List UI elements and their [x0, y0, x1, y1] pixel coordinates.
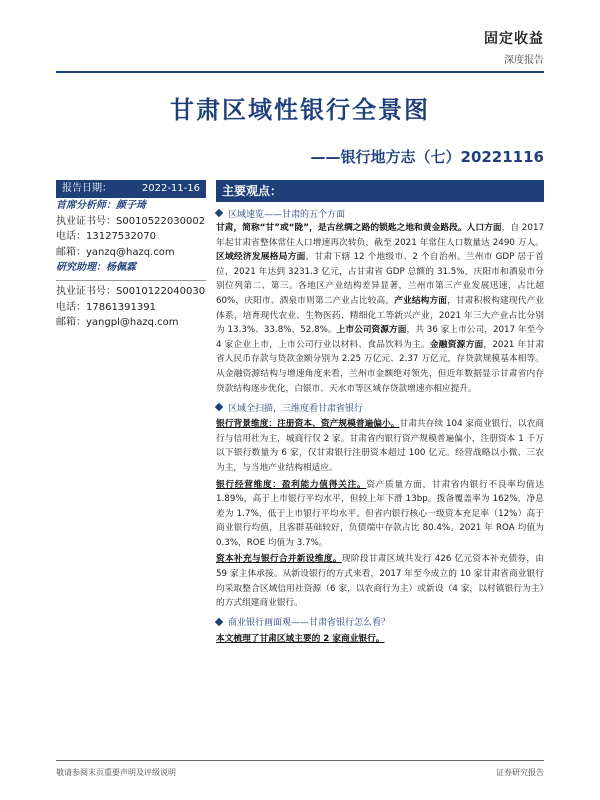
key-views-title: 主要观点：: [216, 180, 544, 202]
section-heading: [216, 399, 544, 415]
section-title: 商业银行画面观——甘肃省银行怎么看？: [228, 618, 391, 629]
analyst-phone: 13127532070: [86, 231, 156, 243]
report-date-bar: [56, 180, 206, 198]
text-bold: 甘肃，简称“甘”或“陇”，是古丝绸之路的锁匙之地和黄金路段。: [216, 223, 467, 233]
footer-disclaimer: 敬请参阅末页重要声明及评级说明: [56, 768, 176, 777]
assistant-phone: 17861391391: [86, 301, 156, 313]
assistant-license-line: [56, 284, 206, 300]
author-sidebar: [56, 180, 206, 331]
analyst-email-label: 邮箱：: [56, 246, 86, 258]
text-highlight: 资本补充与银行合并新设维度。: [216, 554, 342, 565]
report-title: 甘肃区域性银行全景图: [170, 96, 430, 124]
report-category: 固定收益: [484, 31, 544, 47]
analyst-name: 颜子琦: [116, 200, 146, 211]
text-highlight: 银行经营维度：盈利能力值得关注。: [216, 479, 367, 490]
assistant-role: 研究助理：: [56, 262, 106, 274]
analyst-email[interactable]: yanzq@hazq.com: [86, 246, 175, 258]
text-bold: 上市公司资源方面: [336, 325, 407, 336]
text-bold: 人口方面: [466, 223, 502, 233]
bank-background-paragraph: [216, 417, 544, 475]
text-span: 甘肃共存续 104 家商业银行，以农商行与信用社为主，城商行仅 2 家。甘肃省内银行资产规模普遍偏小，注册资本 1 千万以下银行数量为 6 家，仅甘肃银行注册资本超过 100 亿元。经营战略以小微、三农为主，与当地产业结构相适应。: [216, 419, 545, 473]
analyst-license: S0010522030002: [116, 215, 206, 227]
analyst-phone-line: [56, 229, 206, 245]
analyst-role-line: [56, 198, 206, 214]
assistant-phone-label: 电话：: [56, 301, 86, 313]
bank-operation-paragraph: [216, 478, 544, 551]
section-title: 区域速览——甘肃的五个方面: [228, 209, 346, 220]
bank-portrait-paragraph: [216, 632, 544, 647]
diamond-bullet-icon: [215, 209, 223, 217]
text-span: ，甘肃下辖 12 个地级市、2 个自治州。兰州市 GDP 居于首位，2021 年达到 3231.3 亿元，占甘肃省 GDP 总额的 31.5%，庆阳市和酒泉市分别位列第二、第三。各地区产业结构差异显著，兰州市第三产业发展迅速，占比超 60%，庆阳市、酒泉市则第二产业占比较高。: [216, 252, 544, 306]
analyst-license-line: [56, 214, 206, 230]
text-bold: 本文梳理了甘肃区域主要的 2 家商业银行。: [216, 633, 385, 644]
assistant-phone-line: [56, 300, 206, 316]
analyst-role: 首席分析师：: [56, 200, 116, 211]
key-views-column: [216, 180, 544, 646]
report-date-value: 2022-11-16: [141, 183, 200, 194]
text-span: ，2021 年甘肃省人民币存款与贷款金额分别为 2.25 万亿元、2.37 万亿元，存贷款规模基本相等。从金融资源结构与增速角度来看，兰州市金额绝对领先，但近年数据显示甘肃省内存贷款结构逐步优化，白银市、天水市等区域存贷款增速亦相应提升。: [216, 339, 545, 394]
analyst-license-label: 执业证书号：: [56, 215, 116, 227]
report-header: [484, 28, 544, 66]
assistant-email[interactable]: yangpl@hazq.com: [86, 317, 179, 329]
diamond-bullet-icon: [215, 403, 223, 411]
report-subtitle: ——银行地方志（七）20221116: [310, 148, 544, 166]
section-heading: [216, 205, 544, 221]
diamond-bullet-icon: [215, 618, 223, 626]
sidebar-divider: [56, 280, 206, 281]
footer-label: 证券研究报告: [496, 768, 544, 777]
assistant-name: 杨佩霖: [106, 262, 136, 274]
text-highlight: 银行背景维度：注册资本、资产规模普遍偏小。: [216, 419, 400, 430]
assistant-license-label: 执业证书号：: [56, 285, 116, 297]
analyst-phone-label: 电话：: [56, 231, 86, 243]
section-heading: [216, 614, 544, 630]
text-span: ，自 2017 年起甘肃省整体常住人口增速再次转负，截至 2021 年常住人口数量达 2490 万人。: [216, 223, 545, 248]
text-span: 资产质量方面，甘肃省内银行不良率均值达 1.89%，高于上市银行平均水平，但较上年下滑 13bp。拨备覆盖率为 162%，净息差为 1.7%，低于上市银行平均水平。但省内银行核心一级资本充足率（12%）高于商业银行均值，且客群基础较好，负债端中存款占比 80.4%。2021 年 ROA 均值为 0.3%，ROE 均值为 3.7%。: [216, 479, 545, 548]
assistant-role-line: [56, 260, 206, 276]
page-footer: [56, 760, 544, 778]
report-date-label: 报告日期：: [62, 183, 112, 194]
assistant-email-label: 邮箱：: [56, 317, 86, 329]
header-rule: [56, 71, 544, 73]
text-bold: 金融资源方面: [429, 339, 484, 350]
capital-replenishment-paragraph: [216, 552, 544, 610]
text-span: ，共 36 家上市公司，2017 年至今 4 家企业上市，上市公司行业以材料、食品饮料为主。: [216, 325, 545, 350]
analyst-email-line: [56, 245, 206, 261]
text-bold: 区域经济发展格局方面: [216, 252, 306, 263]
text-span: ，甘肃积极构建现代产业体系，培育现代农业、生物医药、精细化工等新兴产业，2021 年三大产业占比分别为 13.3%、33.8%、52.8%。: [216, 295, 545, 336]
assistant-email-line: [56, 315, 206, 331]
region-overview-paragraph: [216, 221, 544, 396]
section-title: 区域全扫描，三维度看甘肃省银行: [228, 403, 364, 414]
text-span: 现阶段甘肃区域共发行 426 亿元资本补充债券，由 59 家主体承接。从新设银行的方式来看，2017 年至今成立的 10 家甘肃省商业银行均采取整合区域信用社资源（6 家，以农商行为主）或新设（4 家，以村镇银行为主）的方式组建商业银行。: [216, 554, 545, 609]
assistant-license: S0010122040030: [116, 285, 206, 297]
report-subcategory: 深度报告: [504, 55, 544, 66]
text-bold: 产业结构方面: [394, 295, 448, 306]
